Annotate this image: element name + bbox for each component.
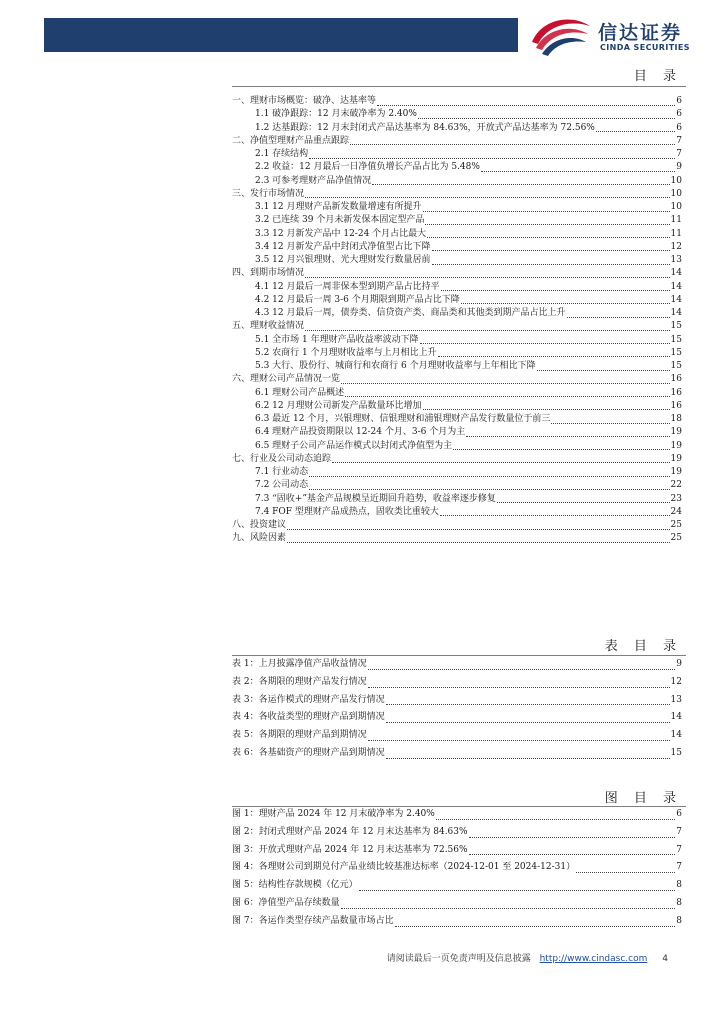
table-toc-entry-page: 15	[670, 747, 682, 758]
table-toc-entry[interactable]	[232, 727, 682, 745]
toc-dot-leader	[551, 422, 669, 424]
toc-entry-page: 16	[670, 374, 682, 385]
toc-entry-page: 10	[670, 188, 682, 199]
toc-entry[interactable]	[232, 294, 682, 307]
toc-entry-text: 3.2 已连续 39 个月未新发保本固定型产品	[255, 215, 425, 226]
toc-dot-leader	[432, 263, 670, 265]
toc-entry-text: 一、理财市场概览：破净、达基率等	[232, 96, 377, 106]
toc-entry-text: 7.2 公司动态	[255, 480, 309, 491]
figure-toc-entry-page: 6	[676, 809, 682, 819]
figure-toc-entry-text: 图 2：封闭式理财产品 2024 年 12 月末达基率为 84.63%	[232, 826, 468, 837]
toc-entry-page: 15	[670, 334, 682, 345]
table-toc-entry-page: 14	[670, 712, 682, 723]
toc-entry[interactable]	[232, 479, 682, 492]
table-toc-dot-leader	[368, 668, 676, 670]
table-toc-dot-leader	[386, 721, 670, 723]
toc-entry[interactable]	[232, 506, 682, 519]
figure-toc-entry-page: 8	[676, 915, 682, 926]
toc-entry[interactable]	[232, 188, 682, 201]
toc-entry-page: 9	[676, 162, 682, 173]
toc-entry-text: 七、行业及公司动态追踪	[232, 453, 332, 464]
logo-swoosh-icon	[528, 12, 594, 58]
toc-entry-page: 16	[670, 387, 682, 398]
toc-entry[interactable]	[232, 214, 682, 227]
header-bar	[44, 18, 518, 52]
toc-entry-text: 5.1 全市场 1 年理财产品收益率波动下降	[255, 334, 419, 345]
figure-toc-entry[interactable]	[232, 806, 682, 824]
toc-entry-page: 16	[670, 400, 682, 411]
toc-entry-text: 5.3 大行、股份行、城商行和农商行 6 个月理财收益率与上年相比下降	[255, 361, 536, 371]
toc-dot-leader	[441, 289, 670, 291]
toc-entry-page: 6	[676, 122, 682, 133]
toc-dot-leader	[309, 488, 669, 490]
toc-entry-text: 7.1 行业动态	[255, 467, 309, 477]
table-toc-entry[interactable]	[232, 674, 682, 692]
figure-toc-dot-leader	[469, 836, 676, 838]
toc-entry-page: 12	[670, 241, 682, 252]
tables-toc-title: 表 目 录	[604, 639, 682, 654]
toc-dot-leader	[425, 223, 669, 225]
toc-entry-page: 15	[670, 361, 682, 371]
table-toc-entry-page: 9	[676, 659, 682, 669]
toc-entry-page: 10	[670, 175, 682, 186]
toc-entry[interactable]	[232, 532, 682, 545]
toc-entry-page: 6	[676, 109, 682, 120]
figure-toc-dot-leader	[469, 853, 676, 855]
toc-entry-text: 八、投资建议	[232, 520, 287, 530]
toc-entry[interactable]	[232, 387, 682, 400]
figure-toc-entry-page: 8	[676, 880, 682, 891]
toc-dot-leader	[332, 461, 670, 463]
table-toc-dot-leader	[386, 757, 670, 759]
toc-entry-page: 7	[676, 135, 682, 146]
figures-toc-list	[232, 806, 682, 931]
table-toc-entry[interactable]	[232, 709, 682, 727]
toc-dot-leader	[309, 157, 675, 159]
toc-dot-leader	[372, 183, 669, 185]
toc-entry-page: 6	[676, 96, 682, 106]
table-toc-entry-text: 表 3：各运作模式的理财产品发行情况	[232, 694, 385, 705]
toc-dot-leader	[420, 342, 670, 344]
toc-entry-page: 22	[670, 480, 682, 491]
toc-entry[interactable]	[232, 241, 682, 254]
toc-dot-leader	[440, 514, 670, 516]
toc-entry-page: 10	[670, 202, 682, 212]
toc-entry[interactable]	[232, 228, 682, 241]
toc-entry-text: 四、到期市场情况	[232, 268, 305, 279]
table-toc-entry[interactable]	[232, 745, 682, 763]
toc-dot-leader	[305, 276, 670, 278]
toc-entry-page: 19	[670, 427, 682, 438]
figures-toc-title: 图 目 录	[604, 791, 682, 806]
table-toc-dot-leader	[368, 739, 670, 741]
toc-entry-text: 4.2 12 月最后一周 3-6 个月期限到期产品占比下降	[255, 294, 460, 305]
footer-disclaimer: 请阅读最后一页免责声明及信息披露	[386, 954, 531, 964]
table-toc-entry-text: 表 2：各期限的理财产品发行情况	[232, 676, 367, 687]
toc-entry-page: 19	[670, 440, 682, 451]
toc-title: 目 录	[633, 69, 682, 84]
figure-toc-entry-text: 图 5：结构性存款规模（亿元）	[232, 880, 358, 891]
toc-entry[interactable]	[232, 267, 682, 280]
toc-dot-leader	[287, 541, 670, 543]
toc-entry-text: 2.2 收益：12 月最后一日净值负增长产品占比为 5.48%	[255, 162, 480, 173]
toc-entry-text: 3.3 12 月新发产品中 12-24 个月占比最大	[255, 228, 427, 239]
toc-dot-leader	[345, 395, 669, 397]
figure-toc-entry-page: 7	[676, 826, 682, 837]
figure-toc-dot-leader	[436, 818, 675, 820]
toc-entry-page: 15	[670, 347, 682, 358]
figure-toc-entry[interactable]	[232, 877, 682, 895]
toc-entry[interactable]	[232, 175, 682, 188]
figure-toc-entry[interactable]	[232, 824, 682, 842]
toc-dot-leader	[309, 475, 669, 477]
toc-entry-text: 7.4 FOF 型理财产品成热点，固收类比重较大	[255, 506, 439, 517]
table-toc-entry-text: 表 5：各期限的理财产品到期情况	[232, 730, 367, 741]
toc-entry-text: 三、发行市场情况	[232, 188, 305, 199]
toc-list	[232, 95, 682, 546]
toc-dot-leader	[418, 117, 675, 119]
figure-toc-entry-page: 7	[676, 862, 682, 873]
toc-dot-leader	[461, 302, 670, 304]
toc-dot-leader	[567, 316, 670, 318]
toc-entry-text: 4.1 12 月最后一周非保本型到期产品占比持平	[255, 281, 440, 292]
toc-entry-page: 19	[670, 467, 682, 477]
toc-title-rule	[232, 86, 686, 87]
toc-entry[interactable]	[232, 334, 682, 347]
toc-entry[interactable]	[232, 453, 682, 466]
figure-toc-dot-leader	[576, 871, 675, 873]
table-toc-entry-page: 14	[670, 730, 682, 741]
figure-toc-entry-text: 图 6：净值型产品存续数量	[232, 897, 340, 908]
toc-entry[interactable]	[232, 466, 682, 479]
toc-entry-page: 14	[670, 308, 682, 318]
toc-entry[interactable]	[232, 400, 682, 413]
toc-entry-text: 6.1 理财公司产品概述	[255, 387, 345, 398]
figure-toc-entry-text: 图 7：各运作类型存续产品数量市场占比	[232, 915, 394, 926]
toc-dot-leader	[350, 143, 675, 145]
figure-toc-entry-text: 图 3：开放式理财产品 2024 年 12 月末达基率为 72.56%	[232, 844, 468, 855]
toc-dot-leader	[287, 528, 670, 530]
toc-entry-text: 6.4 理财产品投资期限以 12-24 个月、3-6 个月为主	[255, 427, 466, 438]
toc-dot-leader	[497, 501, 670, 503]
toc-dot-leader	[305, 196, 670, 198]
toc-entry[interactable]	[232, 108, 682, 121]
figure-toc-dot-leader	[359, 889, 676, 891]
figure-toc-entry[interactable]	[232, 842, 682, 860]
page-number: 4	[662, 954, 668, 964]
figure-toc-entry-text: 图 1：理财产品 2024 年 12 月末破净率为 2.40%	[232, 809, 435, 819]
toc-entry-page: 13	[670, 255, 682, 265]
page-footer	[387, 951, 668, 964]
toc-dot-leader	[432, 249, 670, 251]
toc-entry[interactable]	[232, 254, 682, 267]
figure-toc-entry-text: 图 4：各理财公司到期兑付产品业绩比较基准达标率（2024-12-01 至 2024-12-31）	[232, 862, 576, 873]
toc-dot-leader	[537, 369, 670, 371]
toc-entry-page: 14	[670, 268, 682, 279]
toc-entry-text: 6.3 最近 12 个月，兴银理财、信银理财和浦银理财产品发行数量位于前三	[255, 414, 551, 424]
toc-dot-leader	[377, 104, 675, 106]
figure-toc-entry-page: 7	[676, 844, 682, 855]
table-toc-entry[interactable]	[232, 656, 682, 674]
toc-entry-text: 5.2 农商行 1 个月理财收益率与上月相比上升	[255, 347, 437, 358]
toc-entry-text: 4.3 12 月最后一周，债券类、信贷资产类、商品类和其他类到期产品占比上升	[255, 308, 566, 318]
toc-dot-leader	[305, 329, 670, 331]
toc-entry[interactable]	[232, 320, 682, 333]
toc-entry[interactable]	[232, 413, 682, 426]
toc-entry-page: 23	[670, 493, 682, 504]
table-toc-entry-text: 表 4：各收益类型的理财产品到期情况	[232, 712, 385, 723]
table-toc-entry-text: 表 1：上月披露净值产品收益情况	[232, 659, 367, 669]
toc-entry[interactable]	[232, 307, 682, 320]
toc-entry[interactable]	[232, 360, 682, 373]
toc-entry[interactable]	[232, 426, 682, 439]
toc-dot-leader	[481, 170, 675, 172]
figure-toc-dot-leader	[341, 907, 676, 909]
toc-entry-page: 14	[670, 281, 682, 292]
toc-entry-text: 二、净值型理财产品重点跟踪	[232, 135, 350, 146]
toc-dot-leader	[438, 355, 670, 357]
toc-entry-text: 六、理财公司产品情况一览	[232, 374, 341, 385]
toc-entry[interactable]	[232, 135, 682, 148]
figure-toc-entry-page: 8	[676, 897, 682, 908]
toc-entry[interactable]	[232, 493, 682, 506]
toc-dot-leader	[596, 130, 675, 132]
toc-entry-page: 25	[670, 533, 682, 544]
toc-entry-text: 1.1 破净跟踪：12 月末破净率为 2.40%	[255, 109, 417, 120]
toc-entry-text: 6.2 12 月理财公司新发产品数量环比增加	[255, 400, 422, 411]
toc-entry[interactable]	[232, 347, 682, 360]
logo-english-name: CINDA SECURITIES	[600, 43, 690, 52]
toc-entry[interactable]	[232, 95, 682, 108]
tables-toc-list	[232, 656, 682, 763]
table-toc-entry-text: 表 6：各基础资产的理财产品到期情况	[232, 747, 385, 758]
toc-entry[interactable]	[232, 281, 682, 294]
toc-entry-page: 11	[670, 228, 682, 239]
toc-dot-leader	[341, 382, 670, 384]
toc-entry[interactable]	[232, 148, 682, 161]
toc-entry-text: 3.4 12 月新发产品中封闭式净值型占比下降	[255, 241, 431, 252]
toc-entry[interactable]	[232, 440, 682, 453]
toc-dot-leader	[423, 408, 670, 410]
toc-entry[interactable]	[232, 161, 682, 174]
table-toc-dot-leader	[368, 686, 670, 688]
toc-entry-text: 2.1 存续结构	[255, 149, 309, 159]
toc-entry[interactable]	[232, 519, 682, 532]
figure-toc-entry[interactable]	[232, 895, 682, 913]
table-toc-dot-leader	[386, 703, 670, 705]
toc-entry-page: 18	[670, 414, 682, 424]
toc-entry-text: 2.3 可参考理财产品净值情况	[255, 175, 372, 186]
toc-entry-page: 11	[670, 215, 682, 226]
figure-toc-entry[interactable]	[232, 859, 682, 877]
toc-entry-text: 五、理财收益情况	[232, 321, 305, 332]
toc-entry-page: 15	[670, 321, 682, 332]
toc-entry-text: 6.5 理财子公司产品运作模式以封闭式净值型为主	[255, 440, 453, 451]
figure-toc-entry[interactable]	[232, 913, 682, 931]
table-toc-entry[interactable]	[232, 692, 682, 710]
toc-entry-page: 7	[676, 149, 682, 159]
toc-entry[interactable]	[232, 373, 682, 386]
footer-url-link[interactable]: http://www.cindasc.com	[539, 954, 648, 964]
toc-dot-leader	[453, 448, 669, 450]
toc-entry-page: 24	[670, 506, 682, 517]
toc-entry-text: 1.2 达基跟踪：12 月末封闭式产品达基率为 84.63%，开放式产品达基率为 72.56%	[255, 122, 595, 133]
table-toc-entry-page: 12	[670, 676, 682, 687]
toc-entry-text: 3.1 12 月理财产品新发数量增速有所提升	[255, 202, 422, 212]
toc-entry-text: 九、风险因素	[232, 533, 287, 544]
figure-toc-dot-leader	[395, 925, 676, 927]
company-logo	[528, 12, 708, 58]
toc-entry-page: 19	[670, 453, 682, 464]
table-toc-entry-page: 13	[670, 694, 682, 705]
toc-dot-leader	[423, 210, 670, 212]
toc-entry-text: 3.5 12 月兴银理财、光大理财发行数量居前	[255, 255, 431, 265]
toc-dot-leader	[427, 236, 669, 238]
logo-chinese-name: 信达证券	[598, 22, 683, 44]
toc-entry-page: 25	[670, 520, 682, 530]
toc-entry[interactable]	[232, 201, 682, 214]
toc-entry[interactable]	[232, 122, 682, 135]
toc-entry-page: 14	[670, 294, 682, 305]
toc-dot-leader	[466, 435, 669, 437]
toc-entry-text: 7.3 “固收+”基金产品规模呈近期回升趋势，收益率逐步修复	[255, 493, 496, 504]
